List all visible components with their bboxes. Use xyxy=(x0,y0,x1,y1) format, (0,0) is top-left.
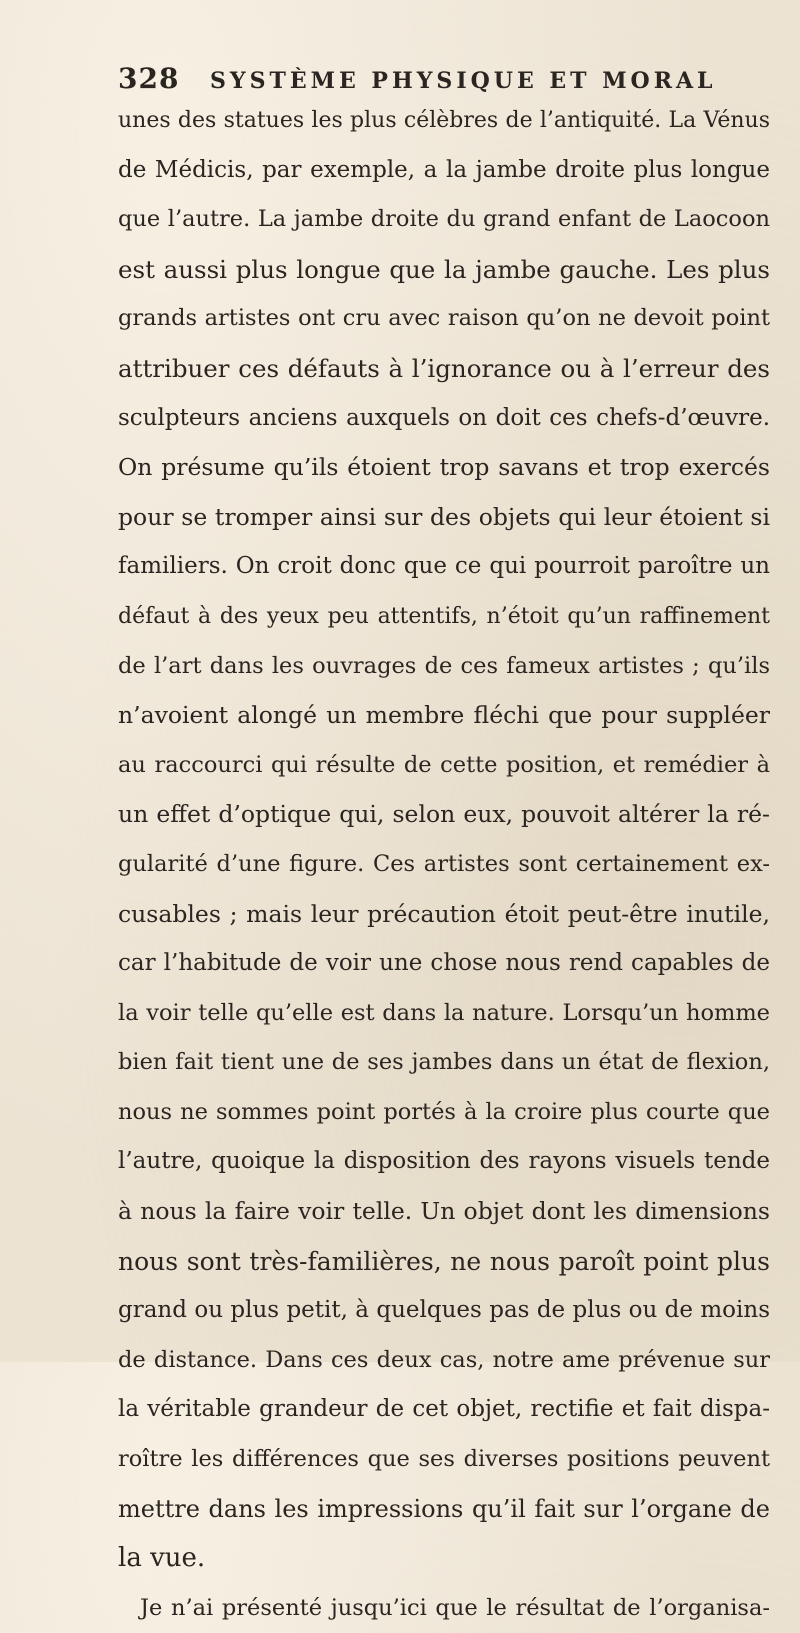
text-line: n’avoient alongé un membre fléchi que pour suppléer xyxy=(118,701,770,730)
text-line: attribuer ces défauts à l’ignorance ou à l’erreur des xyxy=(118,353,770,383)
text-line: cusables ; mais leur précaution étoit peut-être inutile, xyxy=(118,899,770,928)
text-line: mettre dans les impressions qu’il fait sur l’organe de xyxy=(118,1494,770,1523)
text-line: grand ou plus petit, à quelques pas de plus ou de moins xyxy=(118,1297,770,1324)
text-line: car l’habitude de voir une chose nous rend capables de xyxy=(118,950,770,977)
text-line: un effet d’optique qui, selon eux, pouvoit altérer la ré- xyxy=(118,800,770,829)
running-head xyxy=(118,62,758,94)
text-line: grands artistes ont cru avec raison qu’on ne devoit point xyxy=(118,305,770,332)
text-line: l’autre, quoique la disposition des rayons visuels tende xyxy=(118,1148,770,1175)
text-line: de Médicis, par exemple, a la jambe droite plus longue xyxy=(118,156,770,183)
text-line: défaut à des yeux peu attentifs, n’étoit qu’un raffinement xyxy=(118,603,770,629)
running-title: SYSTÈME PHYSIQUE ET MORAL xyxy=(210,68,717,94)
paragraph-end-line: la vue. xyxy=(118,1543,206,1574)
text-line: roître les différences que ses diverses positions peuvent xyxy=(118,1446,770,1473)
paragraph-start-line: Je n’ai présenté jusqu’ici que le résultat de l’organisa- xyxy=(140,1594,770,1621)
text-line: de distance. Dans ces deux cas, notre ame prévenue sur xyxy=(118,1346,770,1373)
text-line: est aussi plus longue que la jambe gauche. Les plus xyxy=(118,254,770,284)
text-line: gularité d’une figure. Ces artistes sont certainement ex- xyxy=(118,850,770,877)
text-line: à nous la faire voir telle. Un objet dont les dimensions xyxy=(118,1197,770,1226)
text-line: bien fait tient une de ses jambes dans un état de flexion, xyxy=(118,1049,770,1076)
text-line: la véritable grandeur de cet objet, rectifie et fait dispa- xyxy=(118,1396,770,1423)
text-line: On présume qu’ils étoient trop savans et trop exercés xyxy=(118,453,770,482)
text-line: familiers. On croit donc que ce qui pourroit paroître un xyxy=(118,553,770,580)
text-line: la voir telle qu’elle est dans la nature. Lorsqu’un homme xyxy=(118,999,770,1026)
page-number: 328 xyxy=(118,62,180,95)
text-line: que l’autre. La jambe droite du grand enfant de Laocoon xyxy=(118,206,770,233)
text-line: sculpteurs anciens auxquels on doit ces chefs-d’œuvre. xyxy=(118,404,770,431)
text-line: nous sont très-familières, ne nous paroît point plus xyxy=(118,1246,770,1276)
text-line: unes des statues les plus célèbres de l’antiquité. La Vénus xyxy=(118,108,770,133)
text-line: nous ne sommes point portés à la croire plus courte que xyxy=(118,1098,770,1125)
text-line: de l’art dans les ouvrages de ces fameux artistes ; qu’ils xyxy=(118,652,770,679)
text-line: au raccourci qui résulte de cette position, et remédier à xyxy=(118,751,770,778)
body-text xyxy=(118,96,770,1633)
text-line: pour se tromper ainsi sur des objets qui leur étoient si xyxy=(118,502,770,531)
